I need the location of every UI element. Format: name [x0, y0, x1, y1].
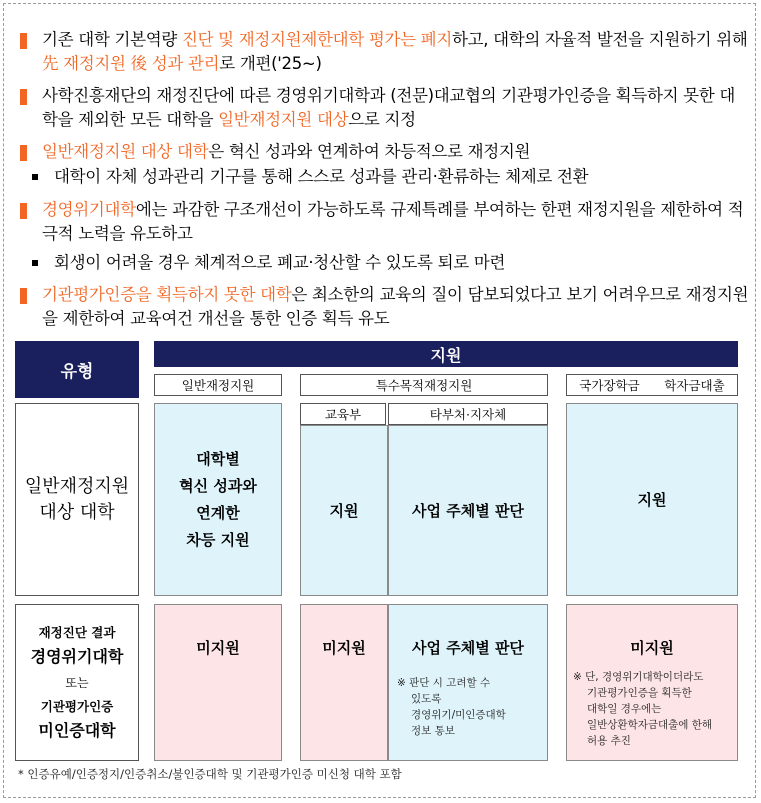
row-label-line: 재정진단 결과	[38, 624, 116, 640]
bullet-item	[20, 198, 750, 246]
type-header: 유형	[15, 341, 139, 398]
sub-bullet-text: 회생이 어려울 경우 체계적으로 폐교·청산할 수 있도록 퇴로 마련	[54, 253, 506, 272]
note-line: 정보 통보	[411, 725, 455, 737]
row-label-general-target	[15, 403, 139, 596]
col-header-scholarship	[566, 374, 738, 396]
cell-text: 미지원	[630, 639, 674, 657]
bullet-text-part: 으로 지정	[348, 110, 416, 129]
bullet-text-part: 사학진흥재단의 재정진단에 따른 경영위기대학과 (전문)대교협의 기관평가인증을 획득하지 못한 대학을 제외한 모든 대학을	[42, 86, 736, 129]
sub-bullet-text: 대학이 자체 성과관리 기구를 통해 스스로 성과를 관리·환류하는 체제로 전환	[54, 167, 589, 186]
cell-note	[397, 675, 506, 739]
row-label-line: 경영위기대학	[30, 646, 124, 666]
cell-text: 미지원	[322, 639, 366, 657]
bullet-marker-icon	[20, 288, 27, 304]
cell-row2-general	[154, 604, 282, 761]
square-bullet-icon	[32, 260, 38, 266]
bullet-text	[42, 198, 750, 246]
row-label-line: 기관평가인증	[40, 698, 114, 714]
note-line: ※ 단, 경영위기대학이더라도	[573, 671, 704, 683]
col-header-loan-label: 학자금대출	[664, 378, 725, 393]
cell-row1-other: 사업 주체별 판단	[388, 425, 548, 596]
bullet-highlight: 일반재정지원 대상	[218, 110, 349, 129]
bullet-item	[20, 28, 750, 76]
cell-line: 연계한	[196, 503, 240, 522]
note-line: 경영위기/미인증대학	[411, 709, 506, 721]
row-label-line: 대상 대학	[39, 501, 115, 523]
square-bullet-icon	[32, 174, 38, 180]
bullet-text-part: 은 최소한의 교육의 질이 담보되었다고 보기 어려우므로 재정지원을 제한하여 교육여건 개선을 통한 인증 획득 유도	[42, 285, 749, 328]
col-header-scholarship-label: 국가장학금	[579, 378, 640, 393]
cell-line: 대학별	[196, 449, 240, 468]
bullet-item	[20, 283, 750, 331]
bullet-item	[20, 84, 750, 132]
bullet-text-part: 은 혁신 성과와 연계하여 차등적으로 재정지원	[208, 142, 531, 161]
bullet-text-part: 하고, 대학의 자율적 발전을 지원하기 위해	[451, 30, 748, 49]
cell-row2-moe	[300, 604, 388, 761]
row-label-line: 또는	[65, 675, 89, 690]
bullet-text	[42, 283, 750, 331]
bullet-item	[20, 140, 750, 164]
cell-note	[573, 669, 712, 749]
note-line: 기관평가인증을 획득한	[587, 687, 692, 699]
bullet-text	[42, 28, 750, 76]
col-header-general: 일반재정지원	[154, 374, 282, 396]
bullet-marker-icon	[20, 145, 27, 161]
bullet-marker-icon	[20, 89, 27, 105]
cell-row2-scholarship	[566, 604, 738, 761]
cell-row2-other	[388, 604, 548, 761]
support-header: 지원	[154, 341, 738, 367]
row-label-line: 일반재정지원	[24, 475, 130, 497]
cell-line: 혁신 성과와	[179, 476, 257, 495]
bullet-highlight: 진단 및 재정지원제한대학 평가는 폐지	[181, 30, 452, 49]
bullet-text-part: 에는 과감한 구조개선이 가능하도록 규제특례를 부여하는 한편 재정지원을 제한하여 적극적 노력을 유도하고	[42, 200, 744, 243]
sub-header-moe: 교육부	[300, 403, 386, 425]
cell-row1-general	[154, 403, 282, 596]
col-header-special: 특수목적재정지원	[300, 374, 548, 396]
sub-bullet-item	[32, 165, 752, 189]
bullet-text	[42, 140, 750, 164]
note-line: ※ 판단 시 고려할 수	[397, 677, 491, 689]
note-line: 대학일 경우에는	[587, 703, 662, 715]
note-line: 있도록	[411, 693, 442, 705]
bullet-text-part: 기존 대학 기본역량	[42, 30, 182, 49]
sub-bullet-item	[32, 251, 752, 275]
cell-row1-moe: 지원	[300, 425, 388, 596]
bullet-marker-icon	[20, 33, 27, 49]
bullet-text	[42, 84, 750, 132]
cell-row1-scholarship: 지원	[566, 403, 738, 596]
bullet-highlight: 일반재정지원 대상 대학	[42, 142, 209, 161]
cell-text: 사업 주체별 판단	[412, 639, 524, 657]
note-line: 일반상환학자금대출에 한해	[587, 719, 713, 731]
row-label-line: 미인증대학	[38, 720, 116, 740]
row-label-restricted	[15, 604, 139, 761]
cell-text: 미지원	[196, 639, 240, 657]
bullet-highlight: 先 재정지원 後 성과 관리	[42, 54, 220, 73]
bullet-highlight: 경영위기대학	[42, 200, 136, 219]
footnote: * 인증유예/인증정지/인증취소/불인증대학 및 기관평가인증 미신청 대학 포함	[18, 767, 402, 781]
note-line: 허용 추진	[587, 735, 631, 747]
bullet-highlight: 기관평가인증을 획득하지 못한 대학	[42, 285, 292, 304]
bullet-marker-icon	[20, 203, 27, 219]
bullet-text-part: 로 개편('25~)	[219, 54, 322, 73]
cell-line: 차등 지원	[186, 530, 250, 549]
sub-header-other-ministries: 타부처·지자체	[388, 403, 548, 425]
